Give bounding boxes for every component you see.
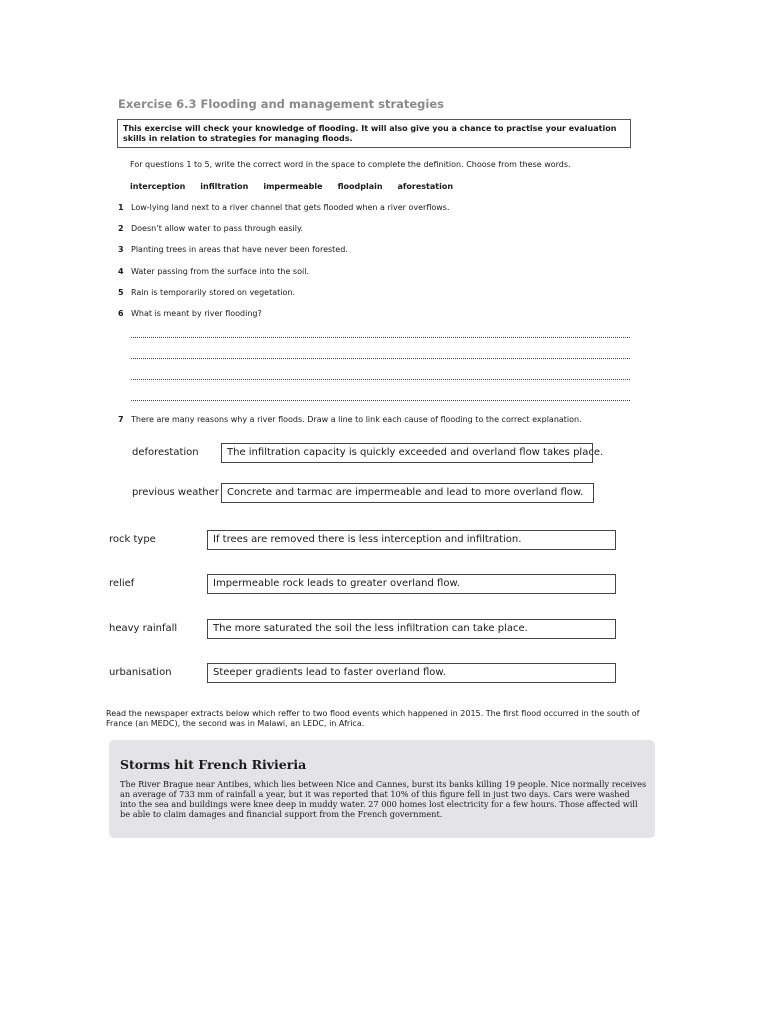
question-number: 2 [118, 224, 124, 233]
explanation-box: The infiltration capacity is quickly exceeded and overland flow takes place. [221, 443, 593, 463]
answer-line[interactable] [131, 358, 630, 359]
question-5 [118, 288, 295, 297]
article-title: Storms hit French Rivieria [120, 757, 307, 772]
answer-line[interactable] [131, 400, 630, 401]
word-bank-item: aforestation [397, 182, 454, 191]
question-1 [118, 203, 450, 212]
question-text: Planting trees in areas that have never been forested. [131, 245, 348, 254]
exercise-title: Exercise 6.3 Flooding and management strategies [118, 97, 444, 111]
question-number: 6 [118, 309, 124, 318]
question-3 [118, 245, 348, 254]
explanation-box: Concrete and tarmac are impermeable and lead to more overland flow. [221, 483, 594, 503]
explanation-box: Steeper gradients lead to faster overland flow. [207, 663, 616, 683]
answer-line[interactable] [131, 379, 630, 380]
question-text: Low-lying land next to a river channel that gets flooded when a river overflows. [131, 203, 450, 212]
question-text: Water passing from the surface into the soil. [131, 267, 309, 276]
question-number: 4 [118, 267, 124, 276]
word-bank-item: floodplain [337, 182, 383, 191]
cause-deforestation: deforestation [132, 447, 199, 458]
word-bank-item: infiltration [200, 182, 249, 191]
cause-previous-weather: previous weather [132, 487, 219, 498]
reading-instructions: Read the newspaper extracts below which reffer to two flood events which happened in 2015. The first flood occurred in the south of France (an MEDC), the second was in Malawi, an LEDC, in Africa. [106, 709, 640, 728]
article-body: The River Brague near Antibes, which lies between Nice and Cannes, burst its banks killing 19 people. Nice normally receives an average of 733 mm of rainfall a year, but it was reported that 10% of this figure fell in just two days. Cars were washed into the sea and buildings were knee deep in muddy water. 27 000 homes lost electricity for a few hours. Those affected will be able to claim damages and financial support from the French government. [120, 779, 647, 819]
intro-box: This exercise will check your knowledge of flooding. It will also give you a chance to practise your evaluation skills in relation to strategies for managing floods. [117, 119, 631, 148]
explanation-box: If trees are removed there is less interception and infiltration. [207, 530, 616, 550]
explanation-box: The more saturated the soil the less infiltration can take place. [207, 619, 616, 639]
question-2 [118, 224, 303, 233]
word-bank-item: impermeable [263, 182, 323, 191]
cause-rock-type: rock type [109, 534, 156, 545]
question-number: 1 [118, 203, 124, 212]
question-number: 3 [118, 245, 124, 254]
explanation-box: Impermeable rock leads to greater overland flow. [207, 574, 616, 594]
question-6 [118, 309, 262, 318]
question-4 [118, 267, 309, 276]
question-7 [118, 415, 582, 424]
instructions: For questions 1 to 5, write the correct word in the space to complete the definition. Choose from these words. [130, 160, 571, 169]
cause-relief: relief [109, 578, 135, 589]
question-text: Doesn’t allow water to pass through easily. [131, 224, 304, 233]
answer-line[interactable] [131, 337, 630, 338]
question-number: 7 [118, 415, 124, 424]
question-text: Rain is temporarily stored on vegetation. [131, 288, 296, 297]
cause-urbanisation: urbanisation [109, 667, 172, 678]
cause-heavy-rainfall: heavy rainfall [109, 623, 178, 634]
question-text: There are many reasons why a river floods. Draw a line to link each cause of flooding to the correct explanation. [131, 415, 582, 424]
question-number: 5 [118, 288, 124, 297]
word-bank-item: interception [130, 182, 186, 191]
question-text: What is meant by river flooding? [131, 309, 262, 318]
word-bank [130, 182, 453, 191]
